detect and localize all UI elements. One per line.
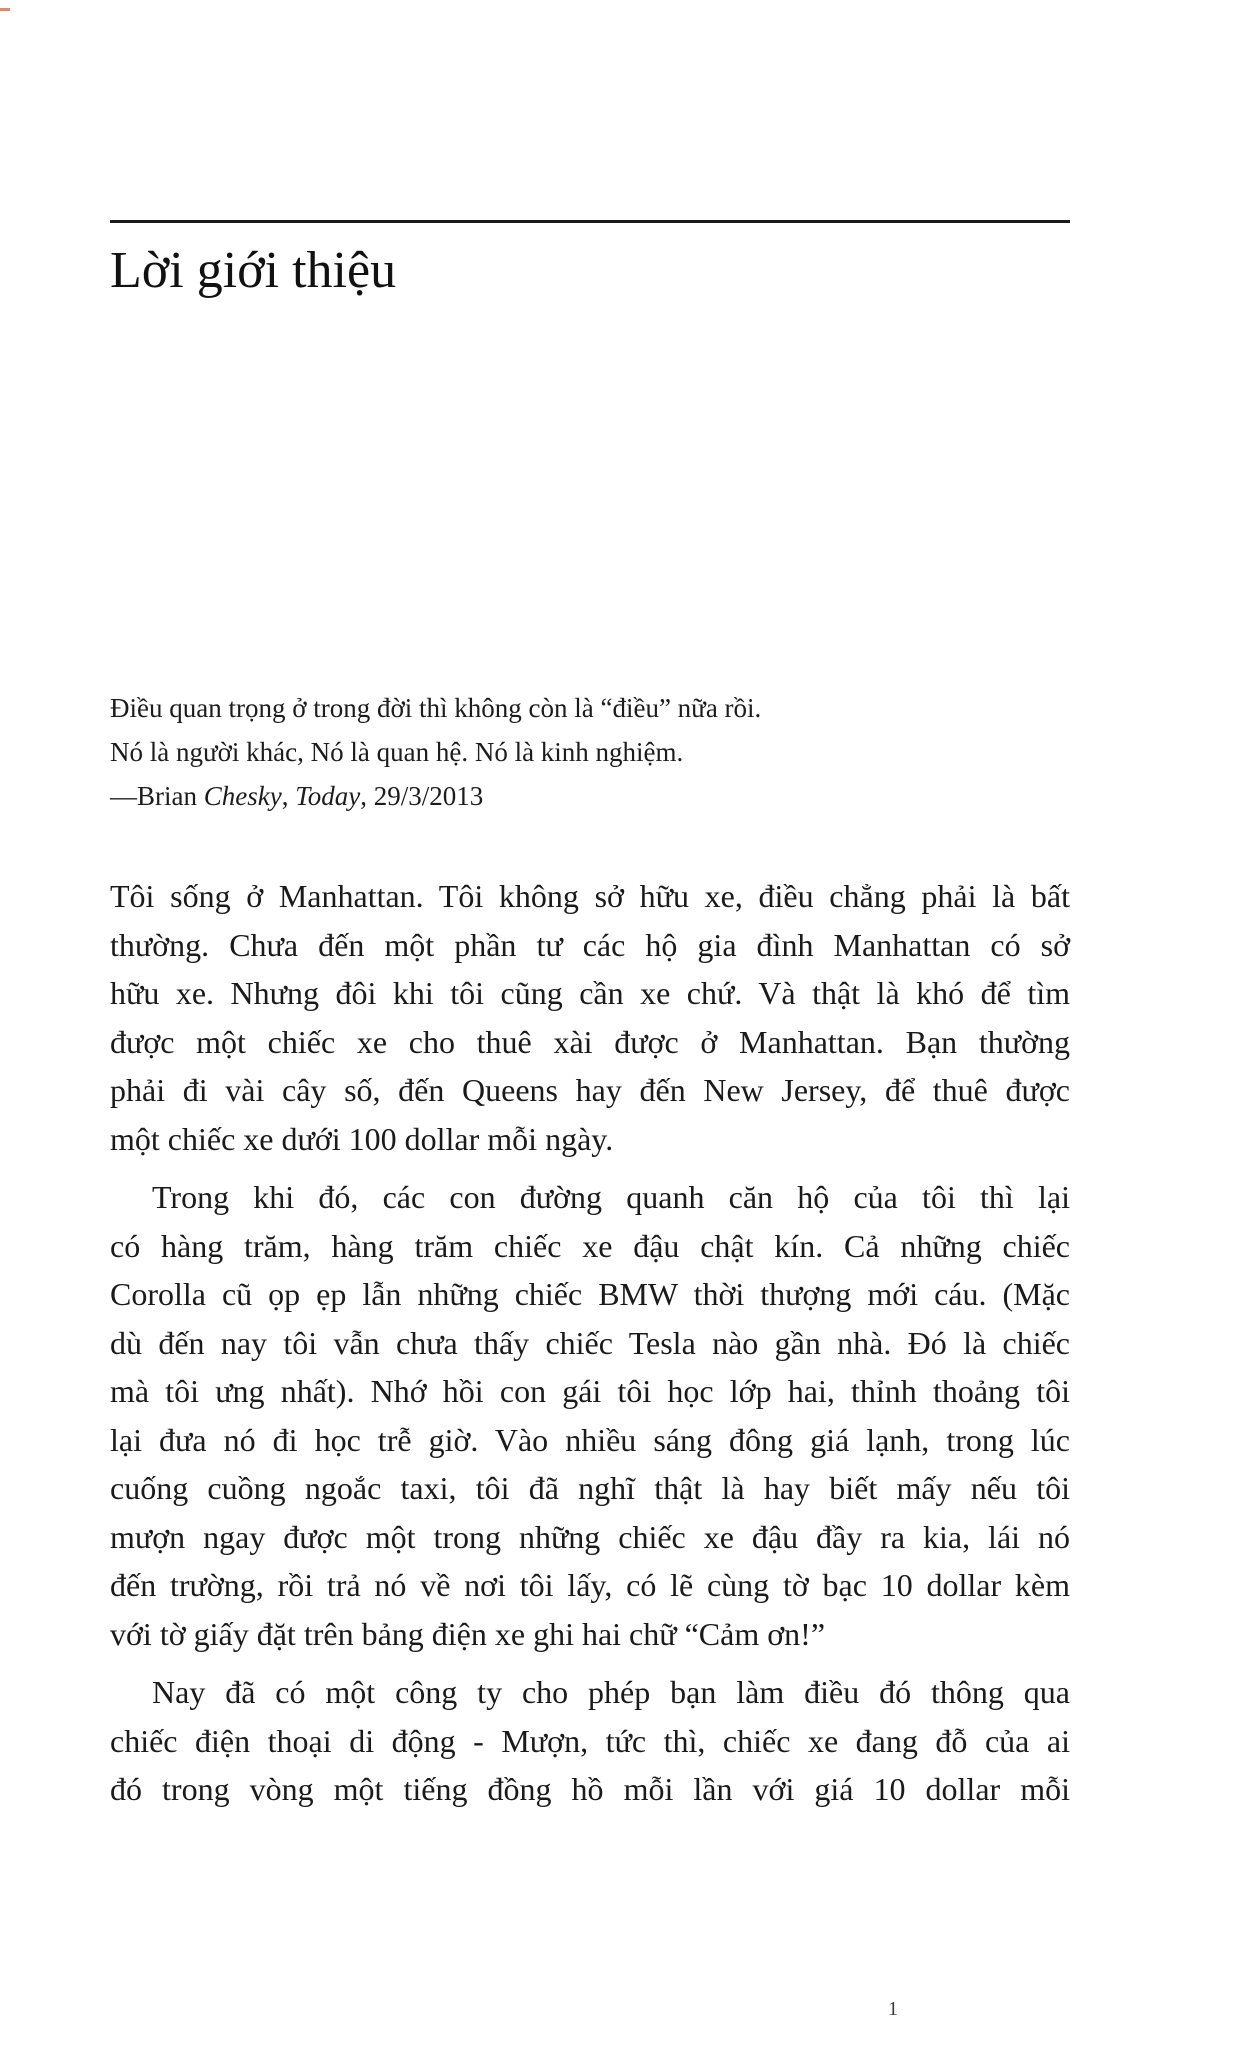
text-line: thường. Chưa đến một phần tư các hộ gia đình Manhattan có sở [110,926,1070,963]
attribution-separator: , [281,781,296,811]
chapter-title: Lời giới thiệu [110,242,397,299]
text-line: một chiếc xe dưới 100 dollar mỗi ngày. [110,1120,614,1157]
text-line: được một chiếc xe cho thuê xài được ở Manhattan. Bạn thường [110,1023,1070,1060]
attribution-name: Chesky [203,781,282,811]
text-line: hữu xe. Nhưng đôi khi tôi cũng cần xe chứ. Và thật là khó để tìm [110,975,1070,1011]
text-line: dù đến nay tôi vẫn chưa thấy chiếc Tesla nào gần nhà. Đó là chiếc [110,1324,1070,1361]
paragraph-2 [110,1173,1070,1658]
paragraph-3 [110,1668,1070,1814]
text-line: Tôi sống ở Manhattan. Tôi không sở hữu xe, điều chẳng phải là bất [110,878,1070,914]
text-line: có hàng trăm, hàng trăm chiếc xe đậu chật kín. Cả những chiếc [110,1227,1070,1264]
text-line: cuống cuồng ngoắc taxi, tôi đã nghĩ thật là hay biết mấy nếu tôi [110,1470,1070,1506]
attribution-source: Today [295,781,361,811]
paragraph-1 [110,872,1070,1163]
attribution-date: , 29/3/2013 [360,781,484,811]
text-line: mà tôi ưng nhất). Nhớ hồi con gái tôi học lớp hai, thỉnh thoảng tôi [110,1373,1070,1409]
epigraph-line: Nó là người khác, Nó là quan hệ. Nó là kinh nghiệm. [110,737,684,767]
text-line: Trong khi đó, các con đường quanh căn hộ của tôi thì lại [152,1179,1070,1215]
epigraph-line: Điều quan trọng ở trong đời thì không còn là “điều” nữa rồi. [110,693,762,723]
scan-edge-mark [0,8,10,11]
attribution-prefix: —Brian [110,781,204,811]
epigraph [110,686,1070,818]
text-line: lại đưa nó đi học trễ giờ. Vào nhiều sáng đông giá lạnh, trong lúc [110,1421,1070,1458]
epigraph-attribution [110,774,1070,818]
text-line: mượn ngay được một trong những chiếc xe đậu đầy ra kia, lái nó [110,1518,1070,1555]
text-line: chiếc điện thoại di động - Mượn, tức thì, chiếc xe đang đỗ của ai [110,1722,1070,1759]
chapter-rule [110,220,1070,223]
page-number: 1 [888,1998,898,2020]
text-line: với tờ giấy đặt trên bảng điện xe ghi hai chữ “Cảm ơn!” [110,1615,826,1652]
body-text [110,872,1070,1824]
text-line: đó trong vòng một tiếng đồng hồ mỗi lần với giá 10 dollar mỗi [110,1771,1070,1807]
text-line: Nay đã có một công ty cho phép bạn làm điều đó thông qua [152,1674,1070,1710]
text-line: đến trường, rồi trả nó về nơi tôi lấy, có lẽ cùng tờ bạc 10 dollar kèm [110,1567,1070,1603]
text-line: Corolla cũ ọp ẹp lẫn những chiếc BMW thời thượng mới cáu. (Mặc [110,1276,1070,1312]
text-line: phải đi vài cây số, đến Queens hay đến New Jersey, để thuê được [110,1072,1070,1108]
